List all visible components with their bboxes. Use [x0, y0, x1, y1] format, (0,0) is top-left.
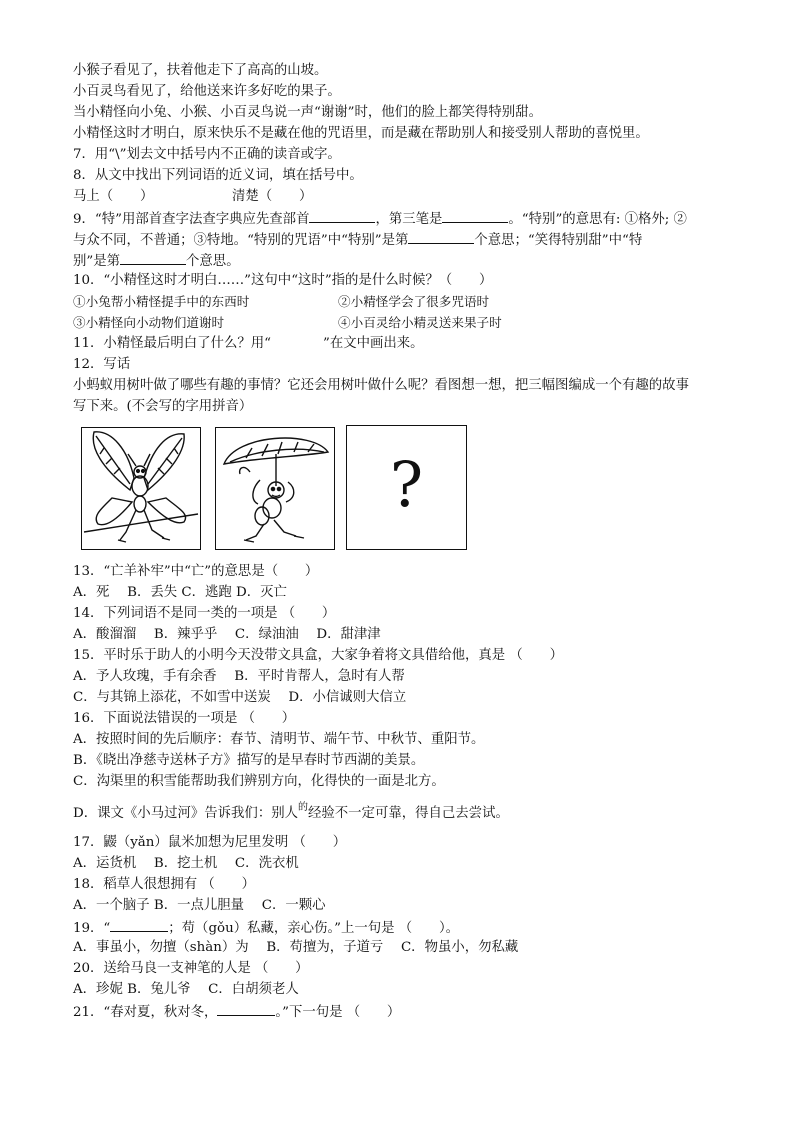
story-line-2: 小百灵鸟看见了，给他送来许多好吃的果子。 — [73, 84, 341, 99]
question-15-stem: 15．平时乐于助人的小明今天没带文具盒，大家争着将文具借给他，真是 （ ） — [73, 648, 563, 663]
question-9-line-1 — [73, 209, 687, 228]
q16-d-text-2: 经验不一定可靠，得自己去尝试。 — [308, 806, 509, 821]
question-16-option-a: A．按照时间的先后顺序：春节、清明节、端午节、中秋节、重阳节。 — [73, 732, 485, 747]
answer-blank[interactable] — [217, 1002, 275, 1016]
q21-text-1: 21．“春对夏，秋对冬， — [73, 1005, 218, 1020]
q9-text-3: 。“特别”的意思有: ①格外; ② — [508, 212, 687, 227]
q21-text-2: 。”下一句是 （ ） — [275, 1005, 401, 1020]
story-line-1: 小猴子看见了，扶着他走下了高高的山坡。 — [73, 63, 328, 78]
question-20-options: A．珍妮 B．兔儿爷 C．白胡须老人 — [73, 982, 299, 997]
q16-d-text-1: D．课文《小马过河》告诉我们：别人 — [73, 806, 298, 821]
q9-text-6: 别”是第 — [73, 254, 121, 269]
question-18-options: A．一个脑子 B．一点儿胆量 C．一颗心 — [73, 898, 326, 913]
question-8-stem: 8．从文中找出下列词语的近义词，填在括号中。 — [73, 168, 363, 183]
picture-ant-leaf-wings — [81, 427, 201, 550]
question-11 — [73, 335, 424, 352]
q9-text-5: 个意思；“笑得特别甜”中“特 — [474, 233, 643, 248]
question-8-word-1: 马上（ ） — [73, 189, 154, 204]
picture-ant-leaf-umbrella — [215, 427, 335, 550]
question-17-stem: 17．鼹（yǎn）鼠米加想为尼里发明 （ ） — [73, 835, 347, 850]
question-mark: ? — [389, 448, 424, 521]
answer-blank[interactable] — [120, 251, 186, 265]
story-line-3: 当小精怪向小兔、小猴、小百灵鸟说一声“谢谢”时，他们的脸上都笑得特别甜。 — [73, 105, 542, 120]
ant-with-leaf-umbrella-illustration — [216, 428, 334, 549]
question-16-option-b: B．《晓出净慈寺送林子方》描写的是早春时节西湖的美景。 — [73, 753, 425, 768]
question-9-line-3 — [73, 251, 240, 270]
q19-text-1: 19．“ — [73, 921, 111, 936]
story-line-4: 小精怪这时才明白，原来快乐不是藏在他的咒语里，而是藏在帮助别人和接受别人帮助的喜悦里。 — [73, 126, 649, 141]
question-14-stem: 14．下列词语不是同一类的一项是 （ ） — [73, 606, 336, 621]
q16-d-raised-char: 的 — [298, 802, 308, 813]
question-16-option-c: C．沟渠里的积雪能帮助我们辨别方向，化得快的一面是北方。 — [73, 774, 445, 789]
question-10-option-3: ③小精怪向小动物们道谢时 — [73, 315, 225, 330]
question-9-line-2 — [73, 230, 642, 249]
picture-question-panel — [346, 425, 467, 550]
question-12-prompt-line-1: 小蚂蚁用树叶做了哪些有趣的事情？它还会用树叶做什么呢？看图想一想，把三幅图编成一个有趣的故事 — [73, 378, 689, 393]
question-13-options: A．死 B．丢失 C．逃跑 D．灭亡 — [73, 585, 287, 600]
question-18-stem: 18．稻草人很想拥有 （ ） — [73, 877, 255, 892]
question-12-label: 12．写话 — [73, 357, 131, 372]
question-17-options: A．运货机 B．挖土机 C．洗衣机 — [73, 856, 299, 871]
question-20-stem: 20．送给马良一支神笔的人是 （ ） — [73, 961, 309, 976]
question-10-option-4: ④小百灵给小精灵送来果子时 — [338, 315, 502, 330]
answer-blank[interactable] — [110, 918, 168, 932]
question-10-option-2: ②小精怪学会了很多咒语时 — [338, 294, 490, 309]
q11-text-2: ”在文中画出来。 — [322, 336, 424, 351]
question-16-option-d — [73, 802, 509, 823]
question-19-options: A．事虽小，勿擅（shàn）为 B．苟擅为，子道亏 C．物虽小，勿私藏 — [73, 940, 519, 955]
q9-text-4: 与众不同，不普通；③特地。“特别的咒语”中“特别”是第 — [73, 233, 409, 248]
question-13-stem: 13．“亡羊补牢”中“亡”的意思是（ ） — [73, 564, 319, 579]
question-12-prompt-line-2: 写下来。(不会写的字用拼音） — [73, 399, 253, 414]
question-8-word-2: 清楚（ ） — [232, 189, 313, 204]
question-19-stem — [73, 918, 459, 937]
ant-with-leaf-wings-illustration — [82, 428, 200, 549]
q9-text-2: ，第三笔是 — [375, 212, 443, 227]
q9-text-1: 9．“特”用部首查字法查字典应先查部首 — [73, 212, 310, 227]
q19-text-2: ；苟（gǒu）私藏，亲心伤。”上一句是 （ ）。 — [168, 921, 460, 936]
question-10-option-1: ①小兔帮小精怪提手中的东西时 — [73, 294, 250, 309]
answer-blank[interactable] — [408, 230, 474, 244]
q11-text-1: 11．小精怪最后明白了什么？用“ — [73, 336, 271, 351]
q9-text-7: 个意思。 — [186, 254, 240, 269]
question-10-stem: 10．“小精怪这时才明白……”这句中“这时”指的是什么时候？（ ） — [73, 273, 493, 288]
question-16-stem: 16．下面说法错误的一项是 （ ） — [73, 711, 296, 726]
question-15-options-2: C．与其锦上添花，不如雪中送炭 D．小信诚则大信立 — [73, 690, 407, 705]
answer-blank[interactable] — [309, 209, 375, 223]
question-14-options: A．酸溜溜 B．辣乎乎 C．绿油油 D．甜津津 — [73, 627, 381, 642]
question-15-options-1: A．予人玫瑰，手有余香 B．平时肯帮人，急时有人帮 — [73, 669, 405, 684]
question-7: 7．用“\”划去文中括号内不正确的读音或字。 — [73, 147, 341, 162]
question-21-stem — [73, 1002, 400, 1021]
answer-blank[interactable] — [442, 209, 508, 223]
